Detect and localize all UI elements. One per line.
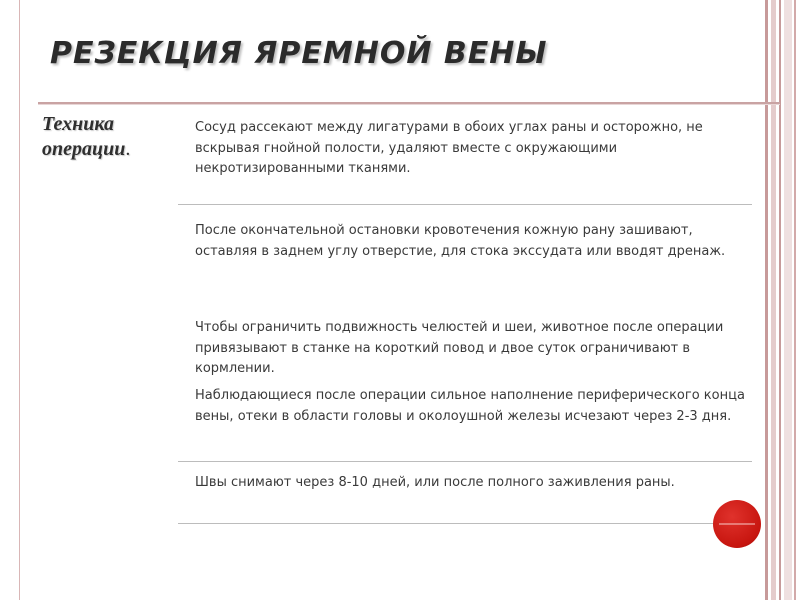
paragraph-immobilization: Чтобы ограничить подвижность челюстей и шеи, животное после операции привязывают в станке на короткий повод и двое суток ограничивают в кормлении. — [195, 320, 724, 376]
border-stripe — [779, 0, 781, 600]
slide-left-border — [0, 0, 20, 600]
border-stripe — [794, 0, 796, 600]
section-label-suffix: . — [125, 138, 131, 160]
border-stripe — [765, 0, 768, 600]
paragraph-vessel-dissection: Сосуд рассекают между лигатурами в обоих углах раны и осторожно, не вскрывая гнойной полости, удаляют вместе с окружающими некротизированными тканями. — [195, 120, 703, 176]
circle-highlight — [719, 523, 755, 525]
section-label — [42, 112, 172, 162]
row-divider — [178, 204, 752, 205]
paragraph-suture-removal: Швы снимают через 8-10 дней, или после полного заживления раны. — [195, 475, 675, 490]
row-divider — [178, 461, 752, 462]
slide-title: РЕЗЕКЦИЯ ЯРЕМНОЙ ВЕНЫ — [50, 36, 548, 71]
border-stripe — [771, 0, 776, 600]
paragraph-postop-swelling: Наблюдающиеся после операции сильное наполнение периферического конца вены, отеки в области головы и околоушной железы исчезают через 2-3 дня. — [195, 388, 745, 424]
section-label-text: Техника операции — [42, 113, 126, 160]
paragraph-wound-suturing: После окончательной остановки кровотечения кожную рану зашивают, оставляя в заднем углу отверстие, для стока экссудата или вводят дренаж. — [195, 223, 726, 259]
title-divider-shadow — [38, 104, 780, 105]
row-divider — [178, 523, 752, 524]
slide-right-border — [763, 0, 800, 600]
decorative-red-circle — [713, 500, 761, 548]
border-stripe — [784, 0, 792, 600]
